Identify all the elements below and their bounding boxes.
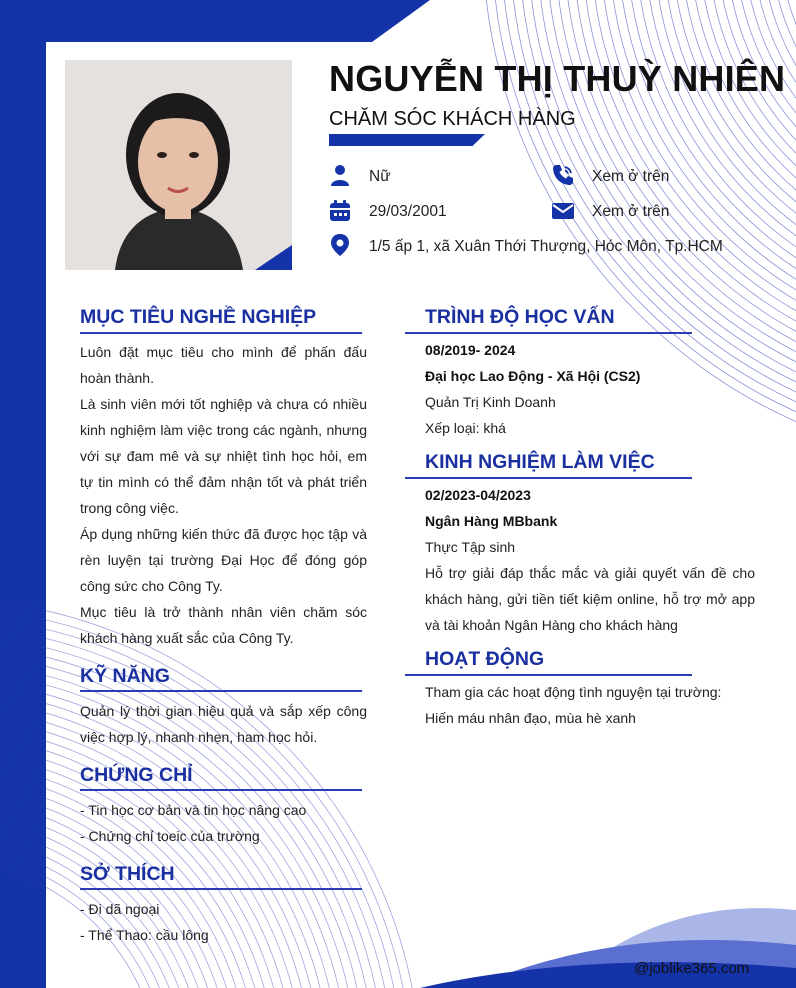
experience-description: Hỗ trợ giải đáp thắc mắc và giải quyết vấn đề cho khách hàng, gửi tiền tiết kiệm online, hỗ trợ mở app và tài khoản Ngân Hàng cho khách hàng bbox=[425, 565, 755, 633]
education-period: 08/2019- 2024 bbox=[425, 342, 516, 358]
certificates-list bbox=[80, 797, 367, 849]
skills-divider bbox=[80, 690, 362, 692]
objective-divider bbox=[80, 332, 362, 334]
hobbies-title: SỞ THÍCH bbox=[80, 863, 175, 885]
top-accent-band bbox=[0, 0, 430, 42]
experience-title: KINH NGHIỆM LÀM VIỆC bbox=[425, 451, 655, 473]
list-item: - Tin học cơ bản và tin học nâng cao bbox=[80, 802, 307, 818]
list-item: - Thể Thao: cầu lông bbox=[80, 927, 209, 943]
hobbies-list bbox=[80, 896, 367, 948]
address-value: 1/5 ấp 1, xã Xuân Thới Thượng, Hóc Môn, Tp.HCM bbox=[369, 238, 723, 255]
mail-icon bbox=[552, 200, 574, 227]
footer-watermark: @joblike365.com bbox=[634, 960, 750, 977]
list-item: - Đi dã ngoại bbox=[80, 901, 160, 917]
experience-body bbox=[425, 482, 755, 638]
dob-value: 29/03/2001 bbox=[369, 203, 447, 220]
gender-value: Nữ bbox=[369, 168, 391, 185]
objective-paragraph: Mục tiêu là trở thành nhân viên chăm sóc khách hàng xuất sắc của Công Ty. bbox=[80, 604, 367, 646]
left-accent-bar bbox=[0, 0, 46, 988]
activities-body bbox=[425, 679, 755, 731]
experience-position: Thực Tập sinh bbox=[425, 539, 516, 555]
activities-title: HOẠT ĐỘNG bbox=[425, 648, 545, 670]
activity-line: Tham gia các hoạt động tình nguyện tại trường: bbox=[425, 684, 722, 700]
objective-paragraph: Là sinh viên mới tốt nghiệp và chưa có nhiều kinh nghiệm làm việc trong các ngành, nhưng với sự đam mê và sự nhiệt tình học hỏi, em tự tin mình có thể đảm nhận tốt và phát triển trong công việc. bbox=[80, 396, 367, 516]
location-pin-icon bbox=[329, 234, 351, 261]
education-title: TRÌNH ĐỘ HỌC VẤN bbox=[425, 306, 615, 328]
email-value: Xem ở trên bbox=[592, 203, 670, 220]
skills-title: KỸ NĂNG bbox=[80, 665, 170, 687]
activities-divider bbox=[405, 674, 692, 676]
certificates-divider bbox=[80, 789, 362, 791]
list-item: - Chứng chỉ toeic của trường bbox=[80, 828, 260, 844]
education-divider bbox=[405, 332, 692, 334]
person-icon bbox=[329, 164, 351, 191]
skills-text: Quản lý thời gian hiệu quả và sắp xếp công việc hợp lý, nhanh nhẹn, ham học hỏi. bbox=[80, 703, 367, 745]
education-rank: Xếp loại: khá bbox=[425, 420, 506, 436]
objective-title: MỤC TIÊU NGHỀ NGHIỆP bbox=[80, 306, 317, 328]
experience-company: Ngân Hàng MBbank bbox=[425, 513, 558, 529]
phone-icon bbox=[552, 164, 574, 191]
candidate-name: NGUYỄN THỊ THUỲ NHIÊN bbox=[329, 58, 786, 99]
education-body bbox=[425, 337, 755, 441]
profile-photo-image bbox=[65, 60, 292, 270]
role-underline bbox=[329, 134, 485, 146]
certificates-title: CHỨNG CHỈ bbox=[80, 764, 193, 786]
profile-photo bbox=[65, 60, 292, 270]
education-major: Quản Trị Kinh Doanh bbox=[425, 394, 556, 410]
education-school: Đại học Lao Động - Xã Hội (CS2) bbox=[425, 368, 641, 384]
experience-divider bbox=[405, 477, 692, 479]
activity-line: Hiến máu nhân đạo, mùa hè xanh bbox=[425, 710, 636, 726]
candidate-role: CHĂM SÓC KHÁCH HÀNG bbox=[329, 108, 576, 130]
objective-paragraph: Áp dụng những kiến thức đã được học tập và rèn luyện tại trường Đại Học để đóng góp công sức cho Công Ty. bbox=[80, 526, 367, 594]
objective-body bbox=[80, 339, 367, 651]
phone-value: Xem ở trên bbox=[592, 168, 670, 185]
hobbies-divider bbox=[80, 888, 362, 890]
objective-paragraph: Luôn đặt mục tiêu cho mình để phấn đấu hoàn thành. bbox=[80, 344, 367, 386]
experience-period: 02/2023-04/2023 bbox=[425, 487, 531, 503]
calendar-icon bbox=[329, 200, 351, 227]
